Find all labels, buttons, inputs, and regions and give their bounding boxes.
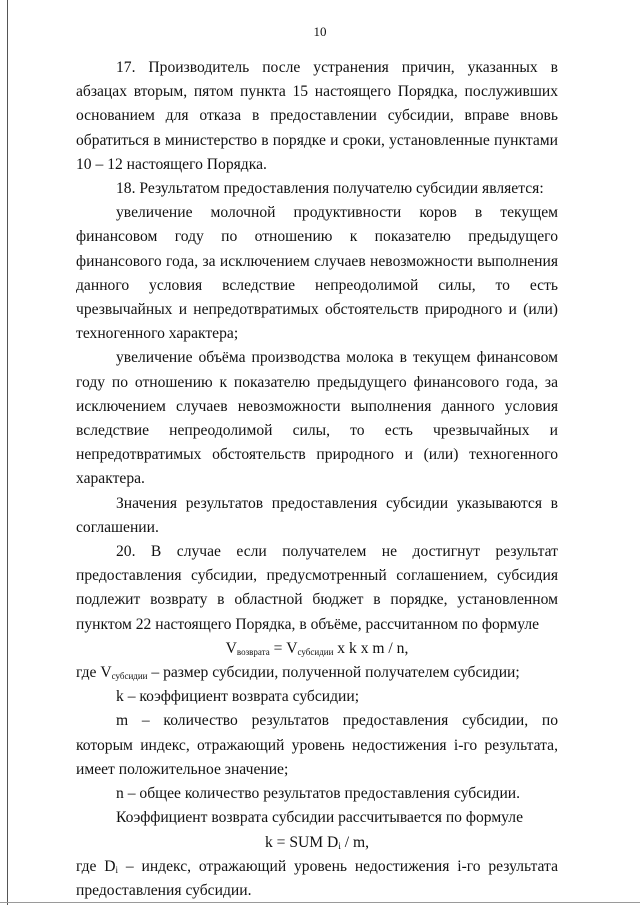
bottom-edge-line bbox=[0, 902, 640, 903]
formula-v2: V bbox=[286, 639, 298, 657]
formula-sub-subsidy: субсидии bbox=[297, 646, 334, 657]
definition-di-prefix: где D bbox=[76, 857, 116, 875]
paragraph-17: 17. Производитель после устранения причин, указанных в абзацах вторым, пятом пункта 15 настоящего Порядка, послуживших основанием для отказа в предоставлении субсидии, вправе вновь обратиться в министерство в порядке и сроки, установленные пунктами 10 – 12 настоящего Порядка. bbox=[76, 59, 558, 173]
definition-v-prefix: где V bbox=[76, 664, 112, 682]
definition-k: k – коэффициент возврата субсидии; bbox=[116, 688, 360, 706]
page-number: 10 bbox=[313, 24, 327, 39]
results-values-note: Значения результатов предоставления субсидии указываются в соглашении. bbox=[76, 494, 558, 536]
formula-eq: = bbox=[269, 639, 287, 657]
coefficient-intro: Коэффициент возврата субсидии рассчитывается по формуле bbox=[116, 809, 523, 827]
definition-di-sub: i bbox=[115, 864, 119, 875]
definition-v-text: – размер субсидии, полученной получателем субсидии; bbox=[147, 664, 520, 682]
definition-di bbox=[76, 855, 558, 903]
formula-sub-return: возврата bbox=[236, 646, 270, 657]
definition-v bbox=[76, 661, 558, 685]
definition-v-sub: субсидии bbox=[111, 671, 148, 682]
coef-formula-main: k = SUM D bbox=[264, 833, 339, 851]
coef-formula-rest: / m, bbox=[340, 833, 370, 851]
document-body bbox=[76, 56, 558, 903]
left-margin-line bbox=[7, 0, 8, 905]
paragraph-20: 20. В случае если получателем не достигнут результат предоставления субсидии, предусмотренный соглашением, субсидия подлежит возврату в областной бюджет в порядке, установленном пунктом 22 настоящего Порядка, в объёме, рассчитанном по формуле bbox=[76, 543, 558, 633]
coef-formula-sub: i bbox=[338, 840, 341, 851]
formula-v: V bbox=[225, 639, 237, 657]
definition-m: m – количество результатов предоставления субсидии, по которым индекс, отражающий уровень недостижения i-го результата, имеет положительное значение; bbox=[76, 712, 558, 778]
formula-rest: x k x m / n, bbox=[333, 639, 409, 657]
return-formula bbox=[76, 637, 558, 661]
definition-n: n – общее количество результатов предоставления субсидии. bbox=[116, 785, 521, 803]
definition-di-text: – индекс, отражающий уровень недостижения i-го результата предоставления субсидии. bbox=[76, 857, 558, 899]
coefficient-formula bbox=[76, 831, 558, 855]
paragraph-18: 18. Результатом предоставления получателю субсидии является: bbox=[116, 180, 544, 198]
result-milk-productivity: увеличение молочной продуктивности коров в текущем финансовом году по отношению к показателю предыдущего финансового года, за исключением случаев невозможности выполнения данного условия вследствие непреодолимой силы, то есть чрезвычайных и непредотвратимых обстоятельств природного и (или) техногенного характера; bbox=[76, 204, 558, 343]
result-milk-volume: увеличение объёма производства молока в текущем финансовом году по отношению к показателю предыдущего финансового года, за исключением случаев невозможности выполнения данного условия вследствие непреодолимой силы, то есть чрезвычайных и непредотвратимых обстоятельств природного и (или) техногенного характера. bbox=[76, 349, 558, 488]
